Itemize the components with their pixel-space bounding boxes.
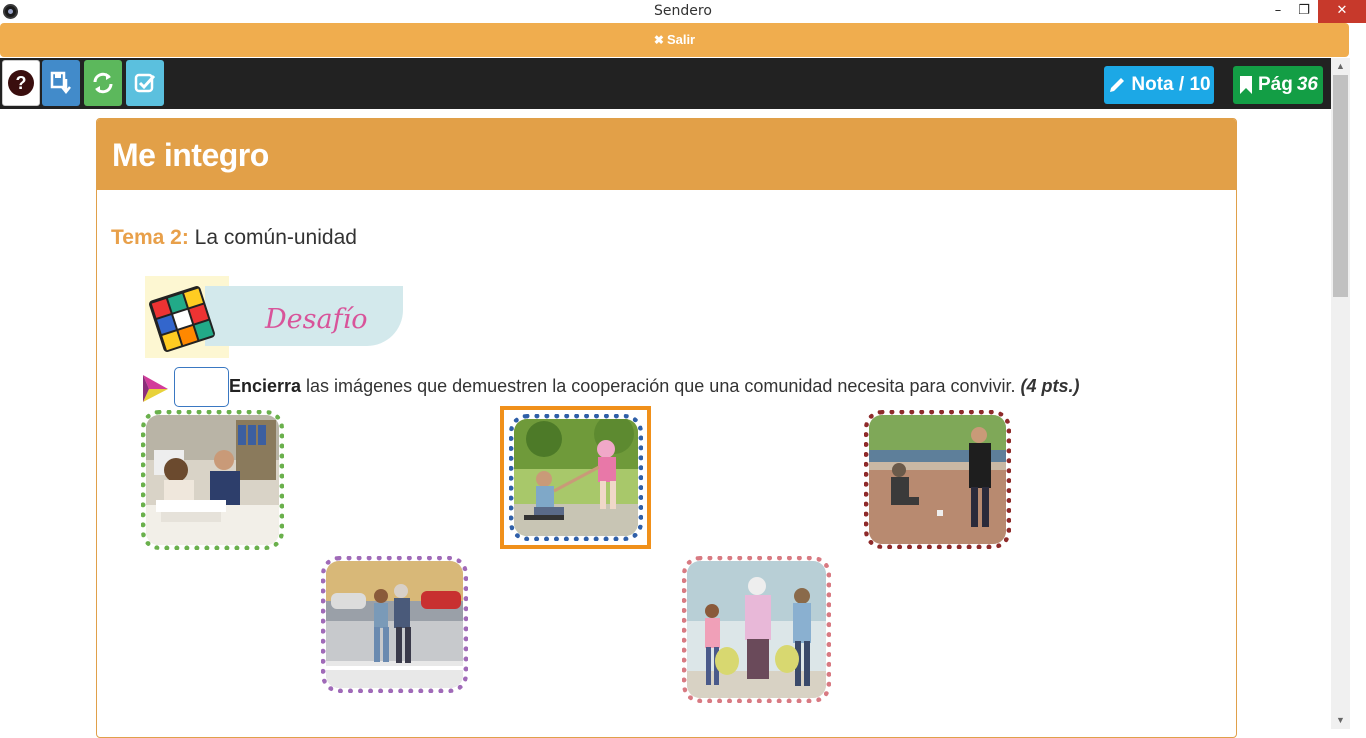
maximize-button[interactable]: ❐: [1298, 3, 1310, 18]
instruction-verb: Encierra: [229, 376, 302, 396]
window-edge: [1350, 23, 1366, 729]
vertical-scrollbar[interactable]: [1331, 58, 1350, 729]
topic-heading: [111, 226, 357, 250]
helping-elder-cross-street-image[interactable]: [321, 556, 468, 693]
check-square-icon: [133, 71, 157, 95]
exit-button[interactable]: [0, 23, 1349, 57]
instruction-points: (4 pts.): [1020, 376, 1080, 396]
page-title: Me integro: [112, 137, 269, 173]
window-title: Sendero: [654, 3, 712, 19]
rubiks-cube-icon: [147, 284, 217, 354]
refresh-button[interactable]: [84, 60, 122, 106]
page-button[interactable]: [1233, 66, 1323, 104]
pencil-icon: [1107, 75, 1127, 95]
instruction-body: las imágenes que demuestren la cooperación que una comunidad necesita para convivir.: [301, 376, 1021, 396]
window-title-bar: [0, 0, 1366, 23]
score-input[interactable]: [174, 367, 229, 407]
topic-label: Tema 2:: [111, 226, 189, 249]
question-icon: ?: [8, 70, 34, 96]
exit-label: Salir: [666, 32, 696, 47]
save-icon: [50, 71, 72, 95]
desafio-label: Desafío: [265, 304, 368, 335]
minimize-button[interactable]: –: [1274, 3, 1282, 18]
scroll-up-arrow-icon[interactable]: ▲: [1336, 61, 1345, 71]
check-button[interactable]: [126, 60, 164, 106]
panel-header: [97, 119, 1236, 190]
toolbar: [0, 58, 1331, 109]
save-button[interactable]: [42, 60, 80, 106]
help-button[interactable]: [2, 60, 40, 106]
refresh-icon: [91, 71, 115, 95]
bookmark-icon: [1238, 75, 1254, 95]
page-label: Pág: [1258, 74, 1293, 95]
close-window-button[interactable]: ✕: [1318, 0, 1366, 23]
office-workers-image[interactable]: [141, 410, 284, 550]
instruction-text: [229, 376, 1080, 397]
pointer-arrow-icon: [141, 373, 169, 403]
nota-button[interactable]: [1104, 66, 1214, 104]
nota-label: Nota / 10: [1131, 74, 1211, 95]
close-icon: ✖: [653, 33, 664, 47]
page-number: 36: [1296, 74, 1318, 95]
scroll-down-arrow-icon[interactable]: ▼: [1336, 715, 1345, 725]
street-beggar-image[interactable]: [864, 410, 1011, 549]
family-helping-grandmother-image[interactable]: [682, 556, 831, 703]
selection-frame: [500, 406, 651, 549]
topic-text: La común-unidad: [194, 226, 357, 249]
scrollbar-thumb[interactable]: [1333, 75, 1348, 297]
desafio-banner: [145, 276, 403, 358]
